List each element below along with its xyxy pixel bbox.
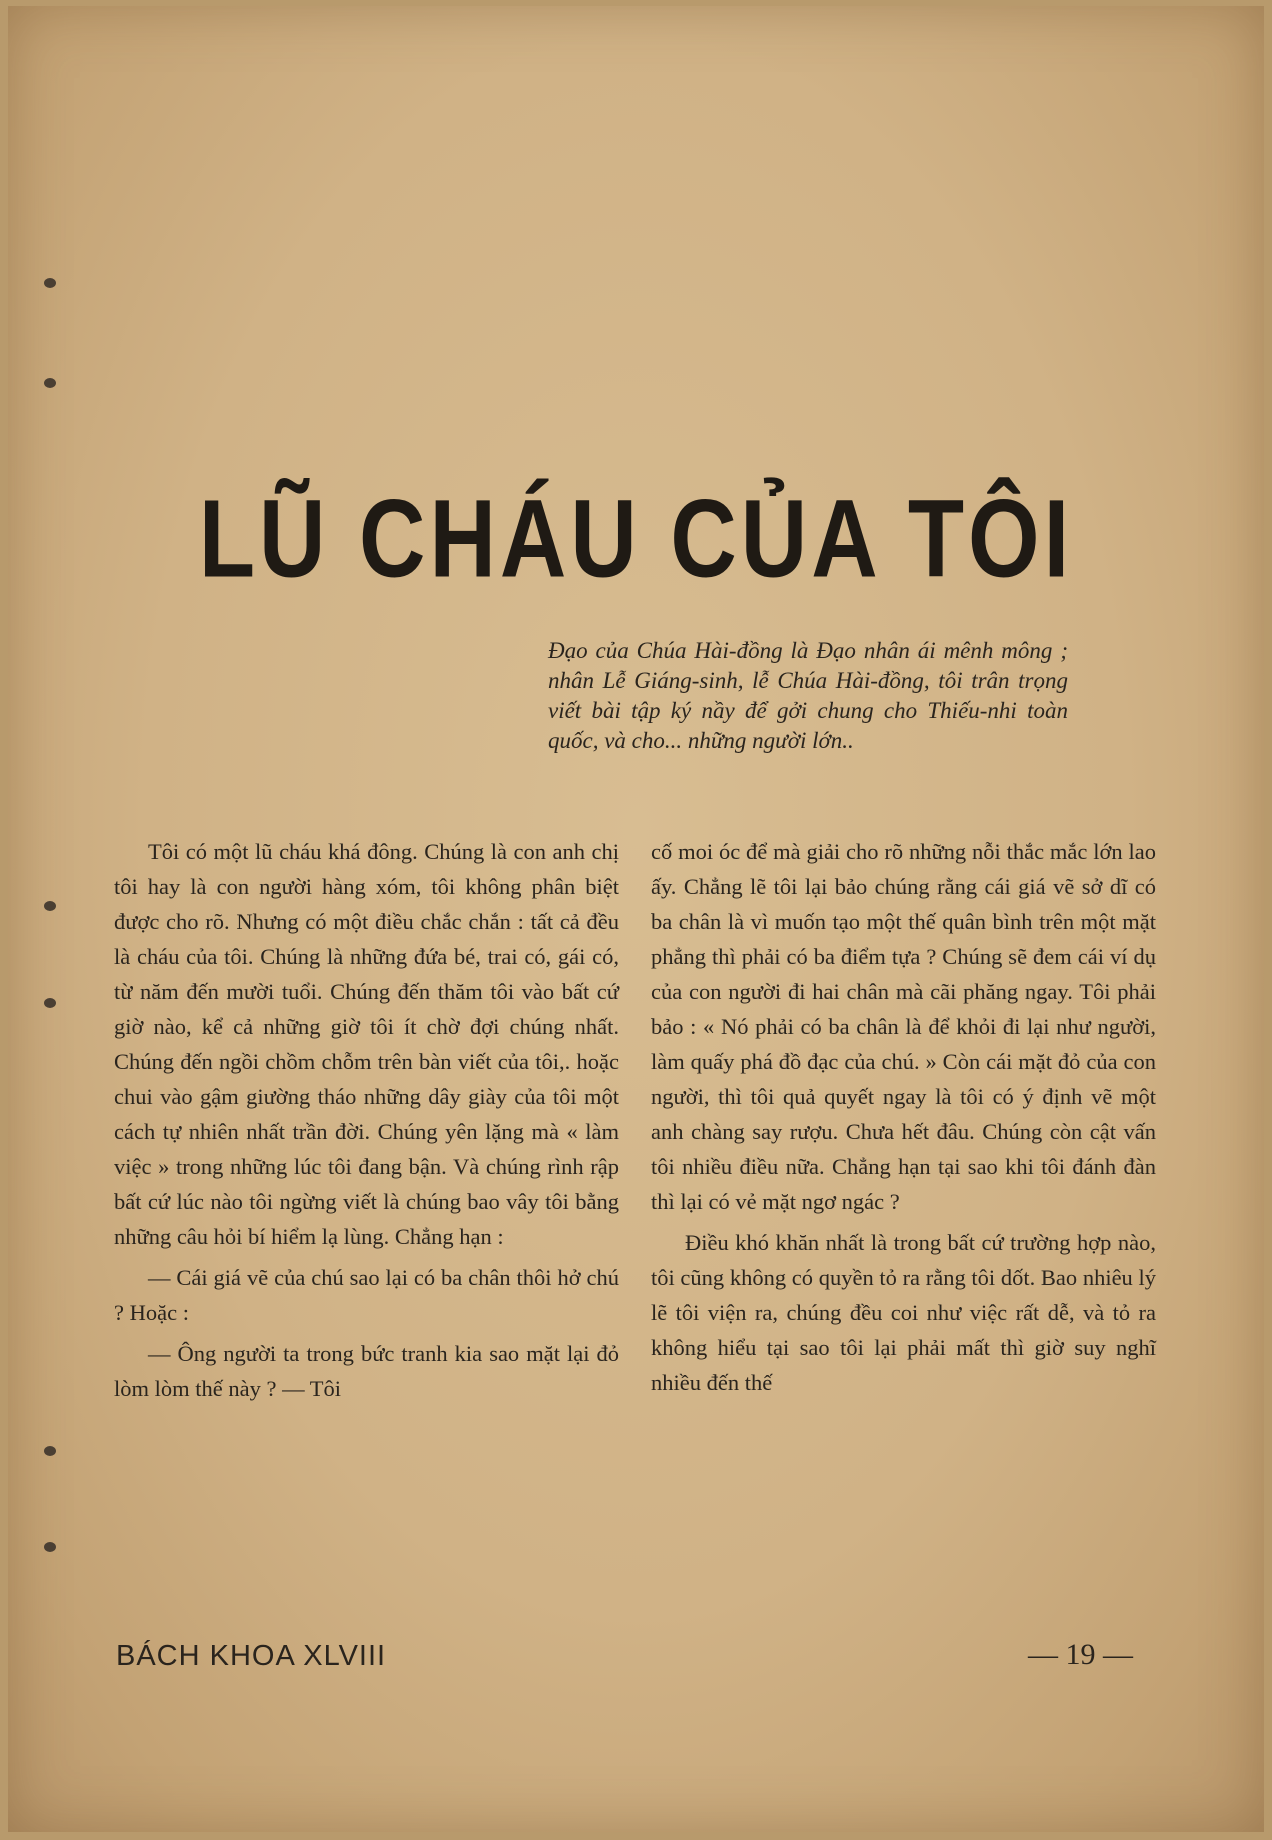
paper-page — [8, 6, 1264, 1832]
paragraph: cố moi óc để mà giải cho rõ những nỗi thắc mắc lớn lao ấy. Chẳng lẽ tôi lại bảo chúng rằng cái giá vẽ sở dĩ có ba chân là vì muốn tạo một thế quân bình trên một mặt phẳng thì phải có ba điểm tựa ? Chúng sẽ đem cái ví dụ của con người đi hai chân mà cãi phăng ngay. Tôi phải bảo : « Nó phải có ba chân là để khỏi đi lại như người, làm quấy phá đồ đạc của chú. » Còn cái mặt đỏ của con người, thì tôi quả quyết ngay là tôi có ý định vẽ một anh chàng say rượu. Chưa hết đâu. Chúng còn cật vấn tôi nhiều điều nữa. Chẳng hạn tại sao khi tôi đánh đàn thì lại có vẻ mặt ngơ ngác ? — [651, 839, 1156, 1214]
page-number: — 19 — — [1028, 1638, 1133, 1671]
binding-hole-icon — [44, 278, 56, 288]
binding-hole-icon — [44, 1446, 56, 1456]
paragraph: Tôi có một lũ cháu khá đông. Chúng là con anh chị tôi hay là con người hàng xóm, tôi không phân biệt được cho rõ. Nhưng có một điều chắc chắn : tất cả đều là cháu của tôi. Chúng là những đứa bé, trai có, gái có, từ năm đến mười tuổi. Chúng đến thăm tôi vào bất cứ giờ nào, kể cả những giờ tôi ít chờ đợi chúng nhất. Chúng đến ngồi chồm chỗm trên bàn viết của tôi,. hoặc chui vào gậm giường tháo những dây giày của tôi một cách tự nhiên nhất trần đời. Chúng yên lặng mà « làm việc » trong những lúc tôi đang bận. Và chúng rình rập bất cứ lúc nào tôi ngừng viết là chúng bao vây tôi bằng những câu hỏi bí hiểm lạ lùng. Chẳng hạn : — [114, 839, 619, 1249]
article-title: LŨ CHÁU CỦA TÔI — [198, 478, 1074, 601]
right-column — [651, 834, 1156, 1406]
magazine-name: BÁCH KHOA XLVIII — [116, 1640, 387, 1672]
paragraph: Điều khó khăn nhất là trong bất cứ trường hợp nào, tôi cũng không có quyền tỏ ra rằng tôi dốt. Bao nhiêu lý lẽ tôi viện ra, chúng đều coi như việc rất dễ, và tỏ ra không hiểu tại sao tôi lại phải mất thì giờ suy nghĩ nhiều đến thế — [651, 1230, 1156, 1395]
binding-hole-icon — [44, 378, 56, 388]
dialog-line: — Ông người ta trong bức tranh kia sao mặt lại đỏ lòm lòm thế này ? — Tôi — [114, 1341, 619, 1401]
binding-hole-icon — [44, 998, 56, 1008]
binding-hole-icon — [44, 1542, 56, 1552]
dialog-line: — Cái giá vẽ của chú sao lại có ba chân thôi hở chú ? Hoặc : — [114, 1265, 619, 1325]
article-epigraph: Đạo của Chúa Hài-đồng là Đạo nhân ái mênh mông ; nhân Lễ Giáng-sinh, lễ Chúa Hài-đồng, tôi trân trọng viết bài tập ký nầy để gởi chung cho Thiếu-nhi toàn quốc, và cho... những người lớn.. — [548, 638, 1068, 753]
left-column — [114, 834, 619, 1412]
binding-hole-icon — [44, 901, 56, 911]
